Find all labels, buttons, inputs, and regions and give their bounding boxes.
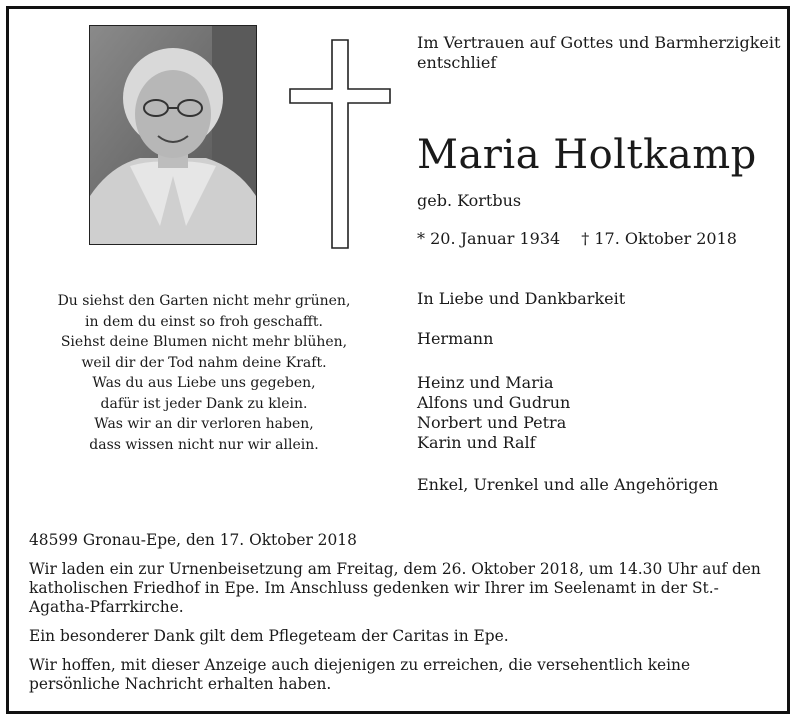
life-dates bbox=[417, 229, 737, 249]
poem-line: Du siehst den Garten nicht mehr grünen, bbox=[57, 293, 351, 309]
poem-line: in dem du einst so froh geschafft. bbox=[85, 313, 323, 330]
intro-line: Im Vertrauen auf Gottes und Barmherzigkeit bbox=[417, 33, 781, 52]
poem-line: Siehst deine Blumen nicht mehr blühen, bbox=[60, 334, 348, 350]
child-couple: Alfons und Gudrun bbox=[417, 393, 571, 412]
maiden-name: geb. Kortbus bbox=[417, 191, 522, 210]
mourners-heading: In Liebe und Dankbarkeit bbox=[417, 289, 626, 308]
child-couple: Heinz und Maria bbox=[417, 373, 554, 392]
intro-line: entschlief bbox=[417, 53, 497, 72]
portrait-illustration bbox=[90, 26, 256, 244]
poem-line: weil dir der Tod nahm deine Kraft. bbox=[81, 354, 327, 371]
poem-line: Was wir an dir verloren haben, bbox=[94, 416, 314, 432]
poem-line: Was du aus Liebe uns gegeben, bbox=[92, 375, 316, 391]
child-couple: Karin und Ralf bbox=[417, 433, 536, 452]
other-relatives: Enkel, Urenkel und alle Angehörigen bbox=[417, 475, 719, 494]
obituary-frame bbox=[6, 6, 790, 714]
poem-line: dafür ist jeder Dank zu klein. bbox=[100, 395, 308, 412]
notice-note: Wir hoffen, mit dieser Anzeige auch diejenigen zu erreichen, die versehentlich keine persönliche Nachricht erhalten haben. bbox=[29, 656, 691, 693]
place-date: 48599 Gronau-Epe, den 17. Oktober 2018 bbox=[29, 531, 357, 549]
poem-line: dass wissen nicht nur wir allein. bbox=[89, 436, 319, 453]
cross-icon bbox=[289, 39, 391, 249]
footer-text bbox=[29, 531, 779, 704]
death-date: † 17. Oktober 2018 bbox=[581, 229, 737, 248]
child-couple: Norbert und Petra bbox=[417, 413, 567, 432]
deceased-name: Maria Holtkamp bbox=[417, 132, 757, 178]
thanks-note: Ein besonderer Dank gilt dem Pflegeteam der Caritas in Epe. bbox=[29, 627, 509, 645]
birth-date: * 20. Januar 1934 bbox=[417, 229, 561, 248]
funeral-invitation: Wir laden ein zur Urnenbeisetzung am Freitag, dem 26. Oktober 2018, um 14.30 Uhr auf den katholischen Friedhof in Epe. Im Anschluss gedenken wir Ihrer im Seelenamt in der St.-Agatha-Pfarrkirche. bbox=[29, 560, 761, 616]
poem bbox=[49, 291, 359, 455]
mourners-list bbox=[417, 289, 718, 495]
portrait-photo bbox=[89, 25, 257, 245]
intro-text bbox=[417, 33, 780, 73]
spouse-name: Hermann bbox=[417, 329, 494, 348]
